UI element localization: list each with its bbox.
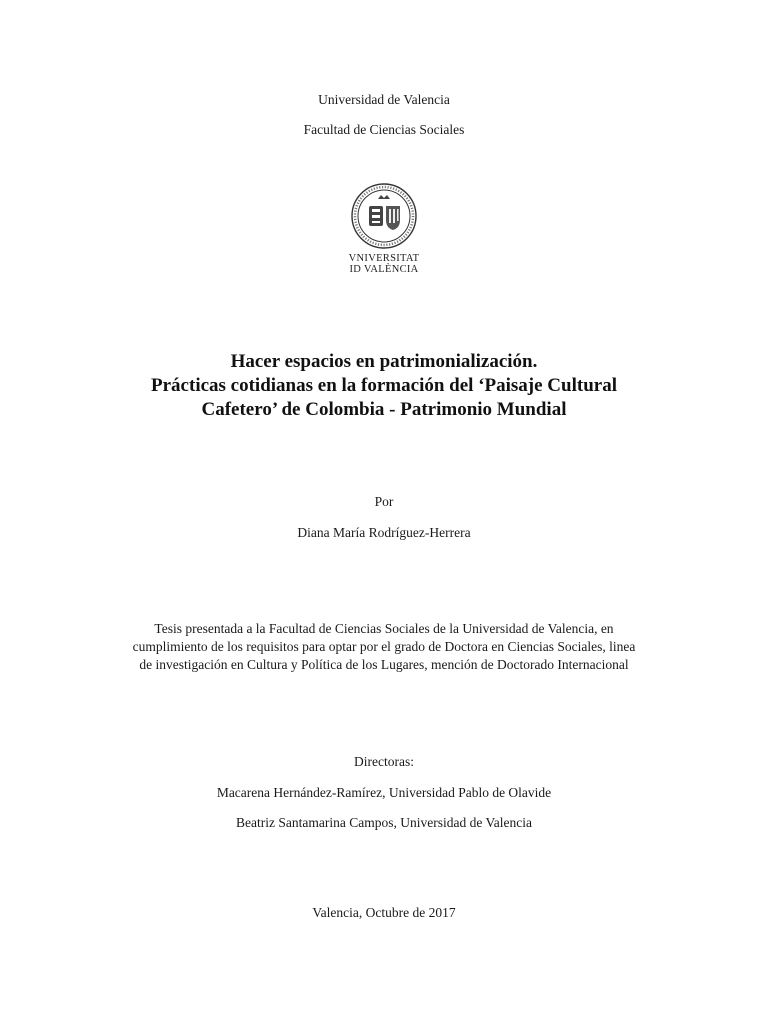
wordmark-line-1: VNIVERSITAT [348,253,420,264]
director-1: Macarena Hernández-Ramírez, Universidad Pablo de Olavide [216,785,552,800]
university-name: Universidad de Valencia [318,92,450,107]
author-name: Diana María Rodríguez-Herrera [297,525,471,540]
thesis-description-line-1: Tesis presentada a la Facultad de Ciencias Sociales de la Universidad de Valencia, en [154,621,614,636]
thesis-description-line-2: cumplimiento de los requisitos para optar por el grado de Doctora en Ciencias Sociales, linea [132,639,636,654]
thesis-title-line-2: Prácticas cotidianas en la formación del ‘Paisaje Cultural [151,375,617,396]
thesis-title-line-3: Cafetero’ de Colombia - Patrimonio Mundial [201,399,567,420]
university-wordmark [330,253,438,275]
thesis-description-line-3: de investigación en Cultura y Política de los Lugares, mención de Doctorado Internacional [139,657,629,672]
faculty-name: Facultad de Ciencias Sociales [303,122,465,137]
place-and-date: Valencia, Octubre de 2017 [312,905,456,920]
director-2: Beatriz Santamarina Campos, Universidad de Valencia [236,815,532,830]
wordmark-line-2: ID VALÈNCIA [349,264,419,275]
thesis-title-line-1: Hacer espacios en patrimonialización. [230,351,538,372]
by-label: Por [374,494,394,509]
directors-label: Directoras: [354,754,414,769]
